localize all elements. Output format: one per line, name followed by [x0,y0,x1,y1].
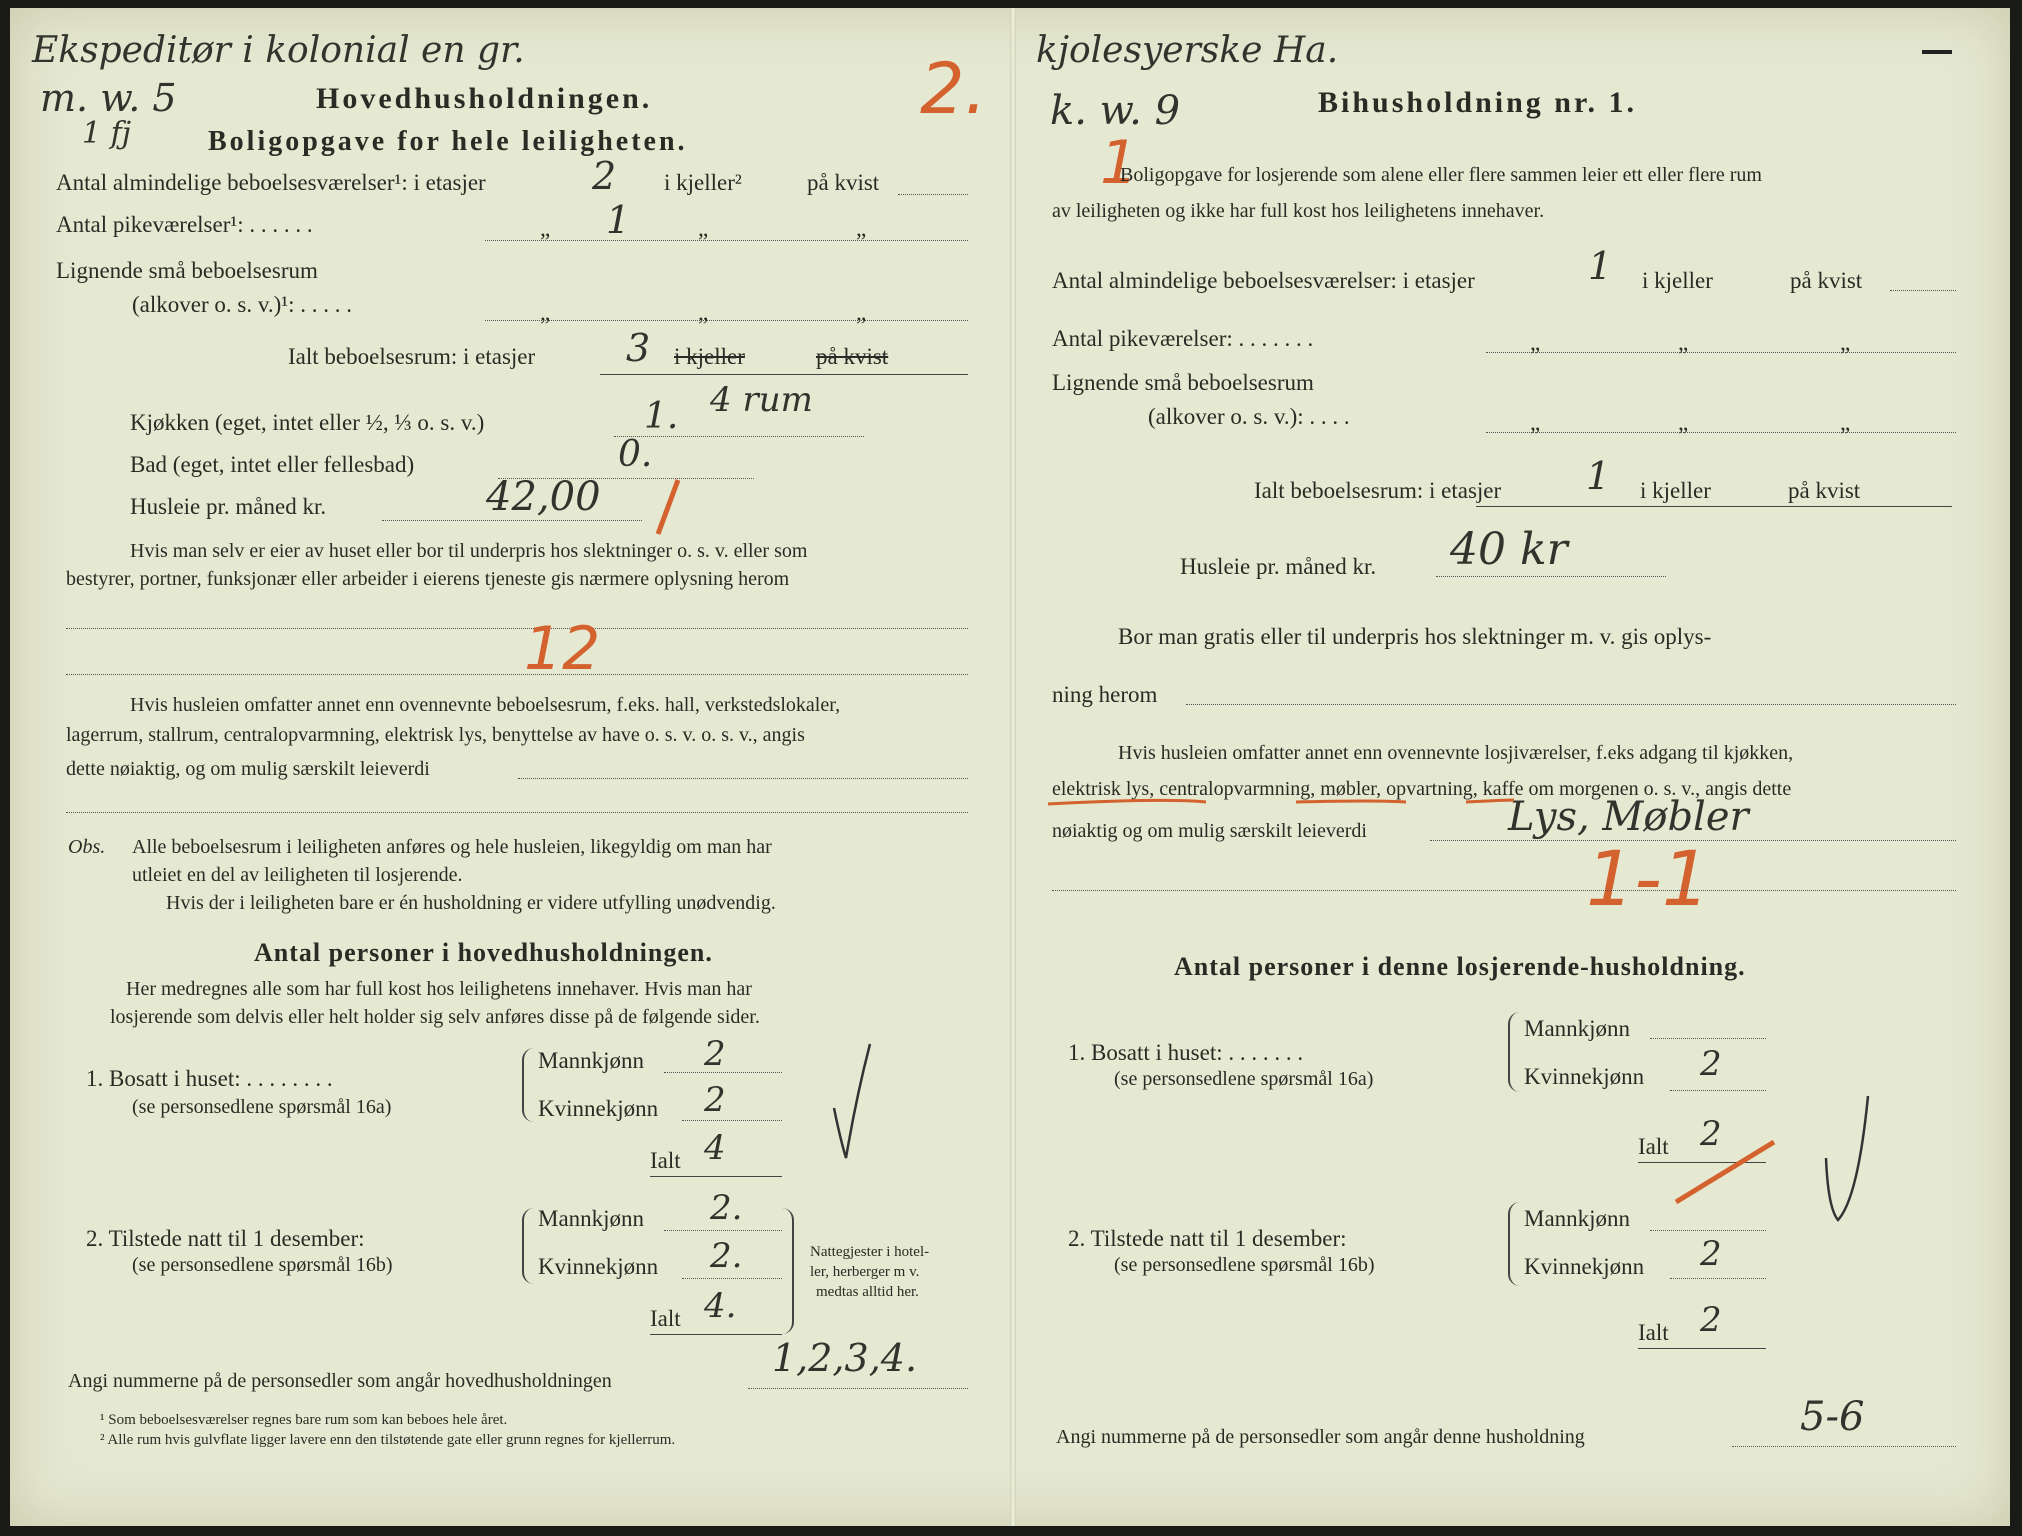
present-total-value: 4. [704,1286,737,1326]
handwritten-note-right: k. w. 9 [1050,88,1181,134]
census-form-sheet [10,8,2010,1526]
total-rooms-cellar: i kjeller [674,344,745,369]
rent-includes-line [518,778,968,779]
handwritten-note-2: 1 fj [82,116,132,151]
lodger-resident-female-line [1670,1090,1766,1091]
rooms-attic-line [898,194,968,195]
maid-rooms-line [485,240,968,241]
rooms-floors-value: 2 [592,154,617,198]
resident-total-label: Ialt [650,1148,681,1173]
lodger-present-female-value: 2 [1700,1234,1722,1274]
lodger-resident-female-value: 2 [1700,1044,1722,1084]
rent-includes-line-2 [66,812,968,813]
lodger-includes-line-2 [1052,890,1956,891]
resident-female-line [682,1120,782,1121]
lodger-total-line [1476,506,1952,507]
lodger-resident-brace [1508,1012,1520,1092]
persons-note-2: losjerende som delvis eller helt holder sig selv anføres disse på de følgende sider. [110,1006,760,1028]
rent-includes-2: lagerrum, stallrum, centralopvarmning, elektrisk lys, benyttelse av have o. s. v. o. s. v., angis [66,724,805,746]
red-pencil-1-1: 1-1 [1586,834,1711,923]
resident-male-label: Mannkjønn [538,1048,645,1073]
resident-male-value: 2 [704,1034,726,1074]
present-female-value: 2. [710,1236,743,1276]
resident-female-label: Kvinnekjønn [538,1096,659,1121]
ditto-mark: „ [540,216,551,241]
persons-note-1: Her medregnes alle som har full kost hos leilighetens innehaver. Hvis man har [126,978,752,1000]
resident-sub: (se personsedlene spørsmål 16a) [132,1096,392,1118]
total-rooms-attic: på kvist [816,344,889,369]
lodger-intro-1: Boligopgave for losjerende som alene eller flere sammen leier ett eller flere rum [1120,164,1762,186]
owner-note-1: Hvis man selv er eier av huset eller bor til underpris hos slektninger o. s. v. eller som [130,540,808,562]
present-sub: (se personsedlene spørsmål 16b) [132,1254,393,1276]
owner-note-line [66,628,968,629]
red-pencil-number: 2. [920,48,987,130]
handwritten-note: m. w. 5 [40,76,177,120]
present-male-line [664,1230,782,1231]
lodger-resident-label: 1. Bosatt i huset: . . . . . . . [1068,1040,1304,1065]
lodger-maid-line [1486,352,1956,353]
lodger-attic-label: på kvist [1790,268,1863,293]
lodger-present-male-line [1650,1230,1766,1231]
resident-total-value: 4 [704,1128,726,1168]
rooms-cellar-label: i kjeller² [664,170,742,195]
present-male-label: Mannkjønn [538,1206,645,1231]
lodger-resident-female-label: Kvinnekjønn [1524,1064,1645,1089]
lodger-includes-1: Hvis husleien omfatter annet enn ovennevnte losjiværelser, f.eks adgang til kjøkken, [1118,742,1794,764]
lodger-attic-line [1890,290,1956,291]
owner-note-line-2 [66,674,968,675]
lodger-total-value: 1 [1586,454,1611,498]
maid-rooms-value: 1 [606,198,631,242]
lodger-resident-total-label: Ialt [1638,1134,1669,1159]
rent-includes-1: Hvis husleien omfatter annet enn ovennevnte beboelsesrum, f.eks. hall, verkstedslokaler, [130,694,841,716]
lodger-resident-male-line [1650,1038,1766,1039]
red-pencil-1: 1 [1100,128,1139,198]
resident-brace [522,1048,534,1122]
footnote-2: ² Alle rum hvis gulvflate ligger lavere enn den tilstøtende gate eller grunn regnes for kjellerrum. [100,1432,676,1448]
ditto-mark: „ [1530,410,1541,435]
ditto-mark: „ [856,216,867,241]
check-mark [1818,1088,1878,1228]
present-female-label: Kvinnekjønn [538,1254,659,1279]
ditto-mark: „ [1678,330,1689,355]
lodger-rooms-value: 1 [1588,244,1613,288]
lodger-small-rooms-label: Lignende små beboelsesrum [1052,370,1314,395]
lodger-resident-total-value: 2 [1700,1114,1722,1154]
small-rooms-label: Lignende små beboelsesrum [56,258,318,283]
lodger-title: Bihusholdning nr. 1. [1318,86,1638,119]
total-rooms-line [600,374,968,375]
lodger-person-numbers-value: 5-6 [1800,1394,1865,1440]
ditto-mark: „ [540,300,551,325]
nattegjester-note-3: medtas alltid her. [816,1284,919,1300]
kitchen-value: 1. [644,396,679,437]
footnote-1: ¹ Som beboelsesværelser regnes bare rum som kan beboes hele året. [100,1412,508,1428]
lodger-present-total-label: Ialt [1638,1320,1669,1345]
lodger-small-rooms-line [1486,432,1956,433]
lodger-gratis-line [1186,704,1956,705]
resident-total-line [650,1176,782,1177]
page-title: Hovedhusholdningen. [316,82,653,115]
lodger-present-total-value: 2 [1700,1300,1722,1340]
obs-text-1: Alle beboelsesrum i leiligheten anføres og hele husleien, likegyldig om man har [132,836,772,858]
red-check-mark [650,478,690,538]
lodger-alcove-label: (alkover o. s. v.): . . . . [1148,404,1350,429]
resident-male-line [664,1072,782,1073]
lodger-gratis-2: ning herom [1052,682,1158,707]
lodger-total-attic: på kvist [1788,478,1861,503]
kitchen-label: Kjøkken (eget, intet eller ½, ⅓ o. s. v.) [130,410,485,435]
lodger-total-label: Ialt beboelsesrum: i etasjer [1254,478,1502,503]
persons-title: Antal personer i hovedhusholdningen. [254,938,713,967]
lodger-rent-label: Husleie pr. måned kr. [1180,554,1377,579]
ditto-mark: „ [856,300,867,325]
corner-mark [1922,50,1952,54]
red-check-mark [1670,1138,1780,1208]
person-numbers-value: 1,2,3,4. [772,1336,918,1380]
lodger-rent-value: 40 kr [1450,524,1568,575]
check-mark [830,1038,880,1168]
small-rooms-line [485,320,968,321]
lodger-includes-value: Lys, Møbler [1508,794,1749,840]
lodger-present-male-label: Mannkjønn [1524,1206,1631,1231]
lodger-total-cellar: i kjeller [1640,478,1711,503]
lodger-present-total-line [1638,1348,1766,1349]
ditto-mark: „ [1840,410,1851,435]
ditto-mark: „ [1840,330,1851,355]
owner-note-2: bestyrer, portner, funksjonær eller arbeider i eierens tjeneste gis nærmere oplysning herom [66,568,790,590]
present-brace [522,1208,534,1284]
nattegjester-note-2: ler, herberger m v. [810,1264,920,1280]
present-female-line [682,1278,782,1279]
present-total-label: Ialt [650,1306,681,1331]
person-numbers-line [748,1388,968,1389]
total-rooms-value: 3 [626,326,651,370]
handwritten-occupation: Ekspeditør i kolonial en gr. [32,30,525,71]
obs-text-3: Hvis der i leiligheten bare er én husholdning er videre utfylling unødvendig. [166,892,776,914]
ditto-mark: „ [1530,330,1541,355]
person-numbers-label: Angi nummerne på de personsedler som angår hovedhusholdningen [68,1370,612,1392]
kitchen-extra-note: 4 rum [710,380,813,420]
lodger-present-female-line [1670,1278,1766,1279]
lodger-person-numbers-label: Angi nummerne på de personsedler som angår denne husholdning [1056,1426,1585,1448]
lodger-includes-3: nøiaktig og om mulig særskilt leieverdi [1052,820,1367,842]
resident-label: 1. Bosatt i huset: . . . . . . . . [86,1066,333,1091]
obs-label: Obs. [68,836,106,858]
lodger-maid-label: Antal pikeværelser: . . . . . . . [1052,326,1314,351]
lodger-cellar-label: i kjeller [1642,268,1713,293]
ditto-mark: „ [698,300,709,325]
lodger-present-female-label: Kvinnekjønn [1524,1254,1645,1279]
lodger-intro-2: av leiligheten og ikke har full kost hos leilighetens innehaver. [1052,200,1545,222]
page-subtitle: Boligopgave for hele leiligheten. [208,126,688,157]
bath-label: Bad (eget, intet eller fellesbad) [130,452,415,477]
rooms-attic-label: på kvist [807,170,880,195]
lodger-present-sub: (se personsedlene spørsmål 16b) [1114,1254,1375,1276]
red-pencil-12: 12 [524,614,601,684]
rent-includes-3: dette nøiaktig, og om mulig særskilt leieverdi [66,758,430,780]
rooms-label: Antal almindelige beboelsesværelser¹: i etasjer [56,170,486,195]
nattegjester-brace [782,1208,794,1334]
lodger-resident-male-label: Mannkjønn [1524,1016,1631,1041]
lodger-rooms-label: Antal almindelige beboelsesværelser: i etasjer [1052,268,1475,293]
present-total-line [650,1334,782,1335]
maid-rooms-label: Antal pikeværelser¹: . . . . . . [56,212,313,237]
resident-female-value: 2 [704,1080,726,1120]
total-rooms-label: Ialt beboelsesrum: i etasjer [288,344,536,369]
obs-text-2: utleiet en del av leiligheten til losjerende. [132,864,463,886]
lodger-includes-2: elektrisk lys, centralopvarmning, møbler, opvartning, kaffe om morgenen o. s. v., angis dette [1052,778,1792,800]
page-fold [1010,8,1016,1526]
ditto-mark: „ [1678,410,1689,435]
handwritten-occupation-right: kjolesyerske Ha. [1036,30,1339,71]
alcove-label: (alkover o. s. v.)¹: . . . . . [132,292,353,317]
red-underline [1046,794,1516,814]
rent-label: Husleie pr. måned kr. [130,494,327,519]
lodger-rent-line [1436,576,1666,577]
lodger-gratis-1: Bor man gratis eller til underpris hos slektninger m. v. gis oplys- [1118,624,1712,649]
lodger-present-brace [1508,1202,1520,1286]
rent-value: 42,00 [486,474,601,520]
lodger-resident-sub: (se personsedlene spørsmål 16a) [1114,1068,1374,1090]
rent-line [382,520,642,521]
nattegjester-note-1: Nattegjester i hotel- [810,1244,930,1260]
lodger-present-label: 2. Tilstede natt til 1 desember: [1068,1226,1347,1251]
present-label: 2. Tilstede natt til 1 desember: [86,1226,365,1251]
lodger-persons-title: Antal personer i denne losjerende-husholdning. [1174,952,1746,981]
present-male-value: 2. [710,1188,743,1228]
ditto-mark: „ [698,216,709,241]
lodger-person-numbers-line [1732,1446,1956,1447]
bath-value: 0. [618,434,653,475]
